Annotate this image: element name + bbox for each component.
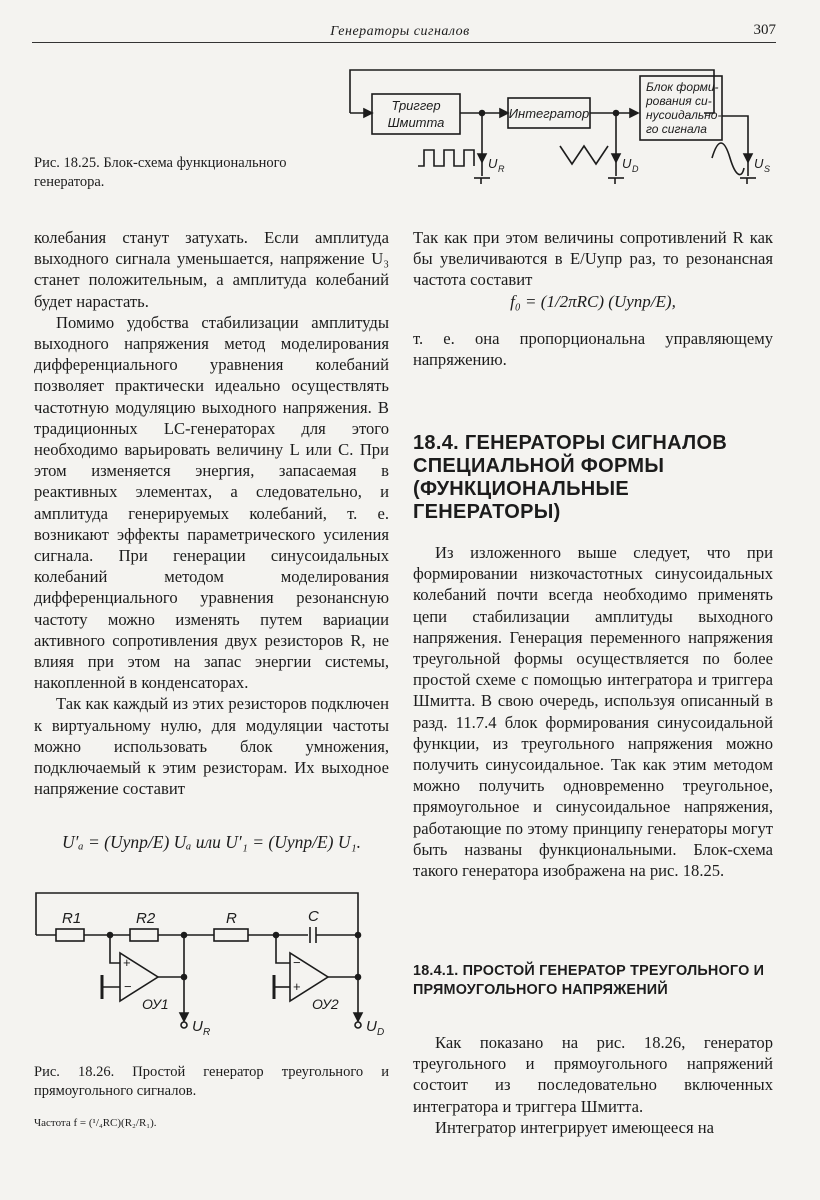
resistor-r1	[56, 929, 84, 941]
left-paragraph-2: Помимо удобства стабилизации амплитуды выходного напряжения метод моделирования дифференциального уравнения колебаний позволяет практически идеально осуществлять частотную модуляцию выходного напряжения. В традиционных LC-генераторах для этого необходимо варьировать величину L или C. При этом изменяется энергия, запасаемая в реактивных элементах, а следовательно, и амплитуда генерируемых колебаний, т. е. возникают эффекты параметрического усиления сигнала. При генерации синусоидальных колебаний методом моделирования дифференциального уравнения резонансную частоту можно изменять путем вариации активного сопротивления двух резисторов R, не влияя при этом на запас энергии системы, накопленной в конденсаторах.	[34, 312, 389, 693]
right-paragraph-4-text: Как показано на рис. 18.26, генератор треугольного и прямоугольного напряжений состоит из последовательно включенных интегратора и триггера Шмитта.	[413, 1033, 773, 1116]
page-number: 307	[753, 22, 776, 38]
label-ud-sub: D	[377, 1027, 385, 1038]
right-paragraph-3	[413, 542, 773, 881]
square-wave	[418, 150, 474, 166]
running-title: Генераторы сигналов	[330, 24, 470, 39]
resistor-r	[214, 929, 248, 941]
opamp-1-plus: +	[123, 955, 131, 970]
resistor-r2	[130, 929, 158, 941]
figure-18-26-circuit	[30, 885, 394, 1050]
label-ur: U	[192, 1018, 203, 1035]
label-c: C	[308, 908, 319, 925]
trigger-label-1: Триггер	[391, 98, 441, 113]
opamp-2-minus: −	[293, 955, 301, 970]
arrow-into-trigger	[364, 109, 372, 117]
right-formula: f₀ = (1/2πRC) (Uупр/E),	[510, 292, 676, 311]
left-paragraph-1: колебания станут затухать. Если амплитуда выходного сигнала уменьшается, напряжение U₃ станет положительным, а амплитуда колебаний будет нарастать.	[34, 228, 389, 311]
label-r2: R2	[136, 910, 156, 927]
label-ud-sub: D	[632, 164, 639, 174]
right-paragraph-1: Так как при этом величины сопротивлений R как бы увеличиваются в E/Uупр раз, то резонансная частота составит	[413, 228, 773, 290]
section-heading: 18.4. ГЕНЕРАТОРЫ СИГНАЛОВ СПЕЦИАЛЬНОЙ ФОРМЫ (ФУНКЦИОНАЛЬНЫЕ ГЕНЕРАТОРЫ)	[413, 432, 728, 523]
opamp-2-plus: +	[293, 979, 301, 994]
label-ur-sub: R	[203, 1027, 211, 1038]
label-opamp-1: ОУ1	[142, 996, 169, 1012]
shaper-label-1: Блок форми-	[646, 80, 719, 94]
opamp-1-minus: −	[124, 979, 132, 994]
integrator-label: Интегратор	[508, 106, 590, 121]
right-paragraph-2: т. е. она пропорциональна управляющему напряжению.	[413, 329, 773, 370]
label-us-sub: S	[764, 164, 771, 174]
label-r: R	[226, 910, 237, 927]
trigger-label-2: Шмитта	[387, 115, 445, 130]
label-ud: U	[366, 1018, 377, 1035]
shaper-label-4: го сигнала	[646, 122, 707, 136]
label-opamp-2: ОУ2	[312, 996, 339, 1012]
subsection-heading: 18.4.1. ПРОСТОЙ ГЕНЕРАТОР ТРЕУГОЛЬНОГО И ПРЯМОУГОЛЬНОГО НАПРЯЖЕНИЙ	[413, 963, 765, 998]
shaper-label-2: рования си-	[646, 94, 712, 108]
triangle-wave	[560, 146, 608, 164]
figure-18-26-caption: Рис. 18.26. Простой генератор треугольного и прямоугольного сигналов.	[34, 1064, 389, 1099]
right-paragraph-5-text: Интегратор интегрирует имеющееся на	[435, 1117, 715, 1137]
figure-18-26-note: Частота f = (¹/₄RC)(R₂/R₁).	[34, 1117, 157, 1129]
right-paragraph-3-text: Из изложенного выше следует, что при формировании низкочастотных синусоидальных колебаний почти всегда необходимо применять цепи стабилизации амплитуды выходного напряжения. Генерация переменного напряжения треугольной формы осуществляется по более простой схеме с помощью интегратора и триггера Шмитта. В свою очередь, используя описанный в разд. 11.7.4 блок формирования синусоидальной функции, из треугольного напряжения можно получить синусоидальное. Так как этим методом можно получить одновременно треугольное, прямоугольное и синусоидальное напряжения, работающие по этому принципу генераторы могут быть названы функциональными. Блок-схема такого генератора изображена на рис. 18.25.	[413, 543, 773, 881]
shaper-label-3: нусоидально-	[646, 108, 722, 122]
label-us: U	[754, 156, 764, 171]
label-ud: U	[622, 156, 632, 171]
label-ur-sub: R	[498, 164, 505, 174]
label-ur: U	[488, 156, 498, 171]
sine-wave	[712, 143, 744, 175]
left-formula: U′ₐ = (Uупр/E) Uₐ или U′₁ = (Uупр/E) U₁.	[62, 832, 361, 852]
figure-18-25-caption: Рис. 18.25. Блок-схема функционального генератора.	[34, 155, 287, 190]
header-rule	[32, 42, 776, 43]
label-r1: R1	[62, 910, 82, 927]
right-paragraph-4	[413, 1032, 773, 1138]
left-column	[34, 227, 389, 799]
figure-18-25-block-diagram	[340, 58, 780, 198]
left-paragraph-3: Так как каждый из этих резисторов подключен к виртуальному нулю, для модуляции частоты можно использовать блок умножения, подключаемый к этим резисторам. Их выходное напряжение составит	[34, 694, 389, 799]
